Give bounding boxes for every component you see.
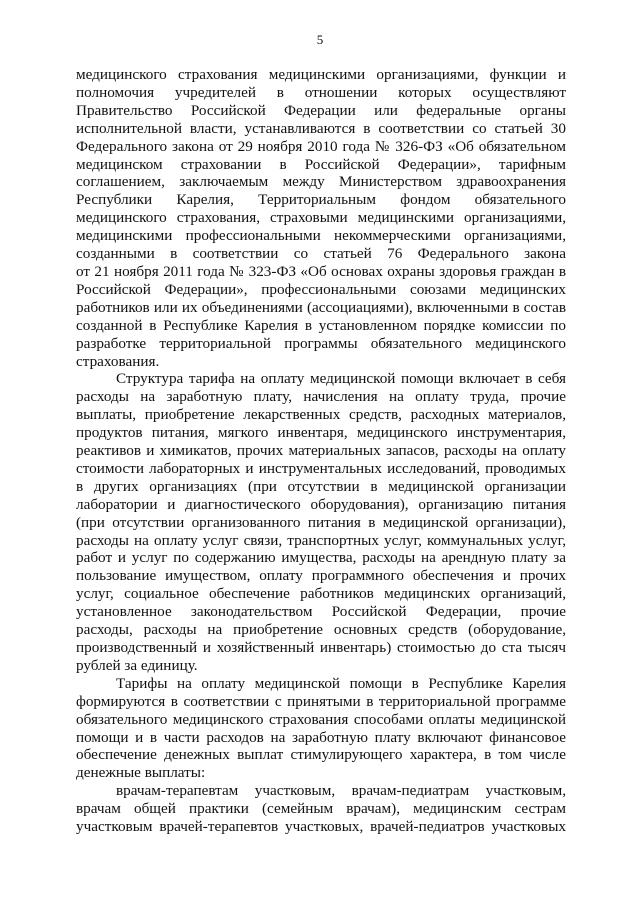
text-line: помощи и в части расходов на заработную плату включают финансовое [76, 728, 566, 746]
text-line: Правительство Российской Федерации или федеральные органы [76, 101, 566, 119]
text-line: исполнительной власти, устанавливаются в соответствии со статьей 30 [76, 119, 566, 137]
text-line: стоимости лабораторных и инструментальных исследований, проводимых [76, 459, 566, 477]
page-number: 5 [316, 32, 324, 47]
text-line: соглашением, заключаемым между Министерством здравоохранения [76, 173, 566, 191]
text-line: услуг, социальное обеспечение работников медицинских организаций, [76, 585, 566, 603]
text-line: расходы на оплату услуг связи, транспортных услуг, коммунальных услуг, [76, 531, 566, 549]
text-line: лаборатории и диагностического оборудования), организацию питания [76, 495, 566, 513]
text-line: выплаты, приобретение лекарственных средств, расходных материалов, [76, 406, 566, 424]
text-line: медицинского страхования, страховыми медицинскими организациями, [76, 209, 566, 227]
text-line: Республики Карелия, Территориальным фондом обязательного [76, 191, 566, 209]
text-line: работников или их объединениями (ассоциациями), включенными в состав [76, 298, 566, 316]
text-line: Федерального закона от 29 ноября 2010 года № 326-ФЗ «Об обязательном [76, 137, 566, 155]
text-line: расходы, расходы на приобретение основных средств (оборудование, [76, 621, 566, 639]
text-line: медицинском страховании в Российской Федерации», тарифным [76, 155, 566, 173]
text-line: установленное законодательством Российской Федерации, прочие [76, 603, 566, 621]
text-line: пользование имуществом, оплату программного обеспечения и прочих [76, 567, 566, 585]
text-line: созданной в Республике Карелия в установленном порядке комиссии по [76, 316, 566, 334]
text-line: Российской Федерации», профессиональными союзами медицинских [76, 280, 566, 298]
text-line: медицинского страхования медицинскими организациями, функции и [76, 66, 566, 83]
text-line: Структура тарифа на оплату медицинской помощи включает в себя [116, 370, 566, 388]
text-line: врачам-терапевтам участковым, врачам-педиатрам участковым, [116, 782, 566, 800]
text-line: полномочия учредителей в отношении которых осуществляют [76, 83, 566, 101]
text-line: от 21 ноября 2011 года № 323-ФЗ «Об основах охраны здоровья граждан в [76, 262, 566, 280]
text-line: созданными в соответствии со статьей 76 Федерального закона [76, 245, 566, 263]
text-line: обязательного медицинского страхования способами оплаты медицинской [76, 710, 566, 728]
body-text [76, 66, 566, 836]
text-line: денежные выплаты: [76, 764, 206, 782]
text-line: рублей за единицу. [76, 656, 198, 674]
text-line: расходы на заработную плату, начисления на оплату труда, прочие [76, 388, 566, 406]
text-line: (при отсутствии организованного питания в медицинской организации), [76, 513, 566, 531]
text-line: Тарифы на оплату медицинской помощи в Республике Карелия [116, 674, 566, 692]
text-line: участковым врачей-терапевтов участковых, врачей-педиатров участковых [76, 818, 566, 836]
text-line: врачам общей практики (семейным врачам), медицинским сестрам [76, 800, 566, 818]
text-line: формируются в соответствии с принятыми в территориальной программе [76, 692, 566, 710]
text-line: работ и услуг по содержанию имущества, расходы на арендную плату за [76, 549, 566, 567]
text-line: реактивов и химикатов, прочих материальных запасов, расходы на оплату [76, 442, 566, 460]
text-line: производственный и хозяйственный инвентарь) стоимостью до ста тысяч [76, 639, 566, 656]
text-line: обеспечение денежных выплат стимулирующего характера, в том числе [76, 746, 566, 764]
text-line: продуктов питания, мягкого инвентаря, медицинского инструментария, [76, 424, 566, 442]
text-line: страхования. [76, 352, 160, 370]
text-line: разработке территориальной программы обязательного медицинского [76, 334, 566, 352]
text-line: в других организациях (при отсутствии в медицинской организации [76, 477, 566, 495]
text-line: медицинскими профессиональными некоммерческими организациями, [76, 227, 566, 245]
